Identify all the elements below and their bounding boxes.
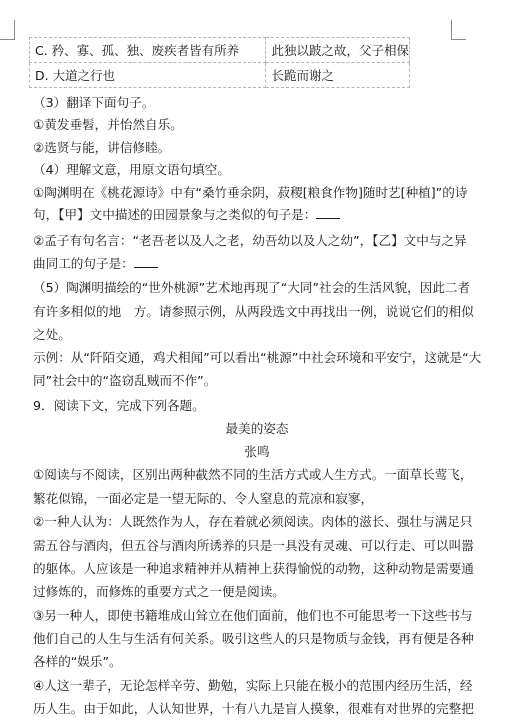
line-text: （5）陶渊明描绘的“世外桃源”艺术地再现了“大同”社会的生活风貌，因此二者 [33, 280, 471, 295]
centered-heading-line [0, 421, 514, 437]
text-line [33, 117, 485, 133]
text-line [33, 162, 485, 178]
line-text: ①陶渊明在《桃花源诗》中有“桑竹垂余阴，菽稷[粮食作物]随时艺[种植]”的诗 [33, 185, 468, 200]
text-line [33, 233, 485, 249]
options-table [29, 37, 410, 88]
table-row [30, 63, 410, 88]
text-line [33, 608, 485, 624]
option-d-match: 长跪而谢之 [266, 63, 410, 88]
text-line [33, 140, 485, 156]
line-text: 9．阅读下文，完成下列各题。 [33, 398, 205, 413]
line-text: （4）理解文意，用原文语句填空。 [33, 162, 230, 177]
text-line [33, 467, 485, 483]
line-text: 繁花似锦，一面必定是一望无际的、令人窒息的荒凉和寂寥， [33, 491, 374, 506]
text-line [33, 185, 485, 201]
line-text: 他们自己的人生与生活有何关系。吸引这些人的只是物质与金钱，再有便是各种 [33, 631, 474, 646]
text-line [33, 654, 485, 670]
option-c-match: 此独以跛之故，父子相保 [266, 38, 410, 63]
line-text: 各样的“娱乐”。 [33, 654, 122, 669]
text-line [33, 256, 485, 272]
table-row [30, 38, 410, 63]
crop-mark-left-h [0, 39, 14, 40]
line-text: （3）翻译下面句子。 [33, 95, 155, 110]
line-text: ②孟子有句名言：“老吾老以及人之老，幼吾幼以及人之幼”，【乙】文中与之异 [33, 233, 467, 248]
crop-mark-right-h [451, 39, 466, 40]
line-text: 句，【甲】文中描述的田园景象与之类似的句子是： [33, 207, 317, 222]
line-text: ②选贤与能，讲信修睦。 [33, 140, 171, 155]
answer-blank[interactable] [134, 256, 158, 268]
crop-mark-right-v [451, 20, 452, 40]
text-line [33, 491, 485, 507]
line-text: ④人这一辈子，无论怎样辛劳、勤勉，实际上只能在极小的范围内经历生活，经 [33, 678, 473, 693]
text-line [33, 631, 485, 647]
line-text: 的躯体。人应该是一种追求精神并从精神上获得愉悦的动物，这种动物是需要通 [33, 561, 474, 576]
answer-blank[interactable] [316, 207, 340, 219]
text-line [33, 584, 485, 600]
text-line [33, 350, 485, 366]
option-d-text: D. 大道之行也 [30, 63, 266, 88]
centered-heading-line [0, 444, 514, 460]
text-line [33, 95, 485, 111]
line-text: ①阅读与不阅读，区别出两种截然不同的生活方式或人生方式。一面草长莺飞， [33, 467, 473, 482]
line-text: 过修炼的，而修炼的重要方式之一便是阅读。 [33, 584, 285, 599]
line-text: ①黄发垂髫，并怡然自乐。 [33, 117, 183, 132]
text-line [33, 678, 485, 694]
text-line [33, 538, 485, 554]
line-text: 示例：从“阡陌交通，鸡犬相闻”可以看出“桃源”中社会环境和平安宁，这就是“大 [33, 350, 482, 365]
line-text: 有许多相似的地 方。请参照示例，从两段选文中再找出一例，说说它们的相似 [33, 304, 474, 319]
text-line [33, 398, 485, 414]
text-line [33, 701, 485, 717]
line-text: 同”社会中的“盗窃乱贼而不作”。 [33, 373, 217, 388]
line-text: 需五谷与酒肉，但五谷与酒肉所诱养的只是一具没有灵魂、可以行走、可以叫嚣 [33, 538, 474, 553]
line-text: ②一种人认为：人既然作为人，存在着就必须阅读。肉体的滋长、强壮与满足只 [33, 514, 473, 529]
line-text: 之处。 [33, 327, 71, 342]
text-line [33, 561, 485, 577]
text-line [33, 207, 485, 223]
line-text: ③另一种人，即使书籍堆成山耸立在他们面前，他们也不可能思考一下这些书与 [33, 608, 473, 623]
line-text: 历人生。由于如此，人认知世界，十有八九是盲人摸象，很难有对世界的完整把 [33, 701, 474, 716]
crop-mark-left-v [14, 20, 15, 40]
line-text: 最美的姿态 [225, 421, 289, 436]
text-line [33, 327, 485, 343]
text-line [33, 373, 485, 389]
text-line [33, 304, 485, 320]
text-line [33, 514, 485, 530]
text-line [33, 280, 485, 296]
line-text: 张鸣 [244, 444, 270, 459]
option-c-text: C. 矜、寡、孤、独、废疾者皆有所养 [30, 38, 266, 63]
line-text: 曲同工的句子是： [33, 256, 134, 271]
